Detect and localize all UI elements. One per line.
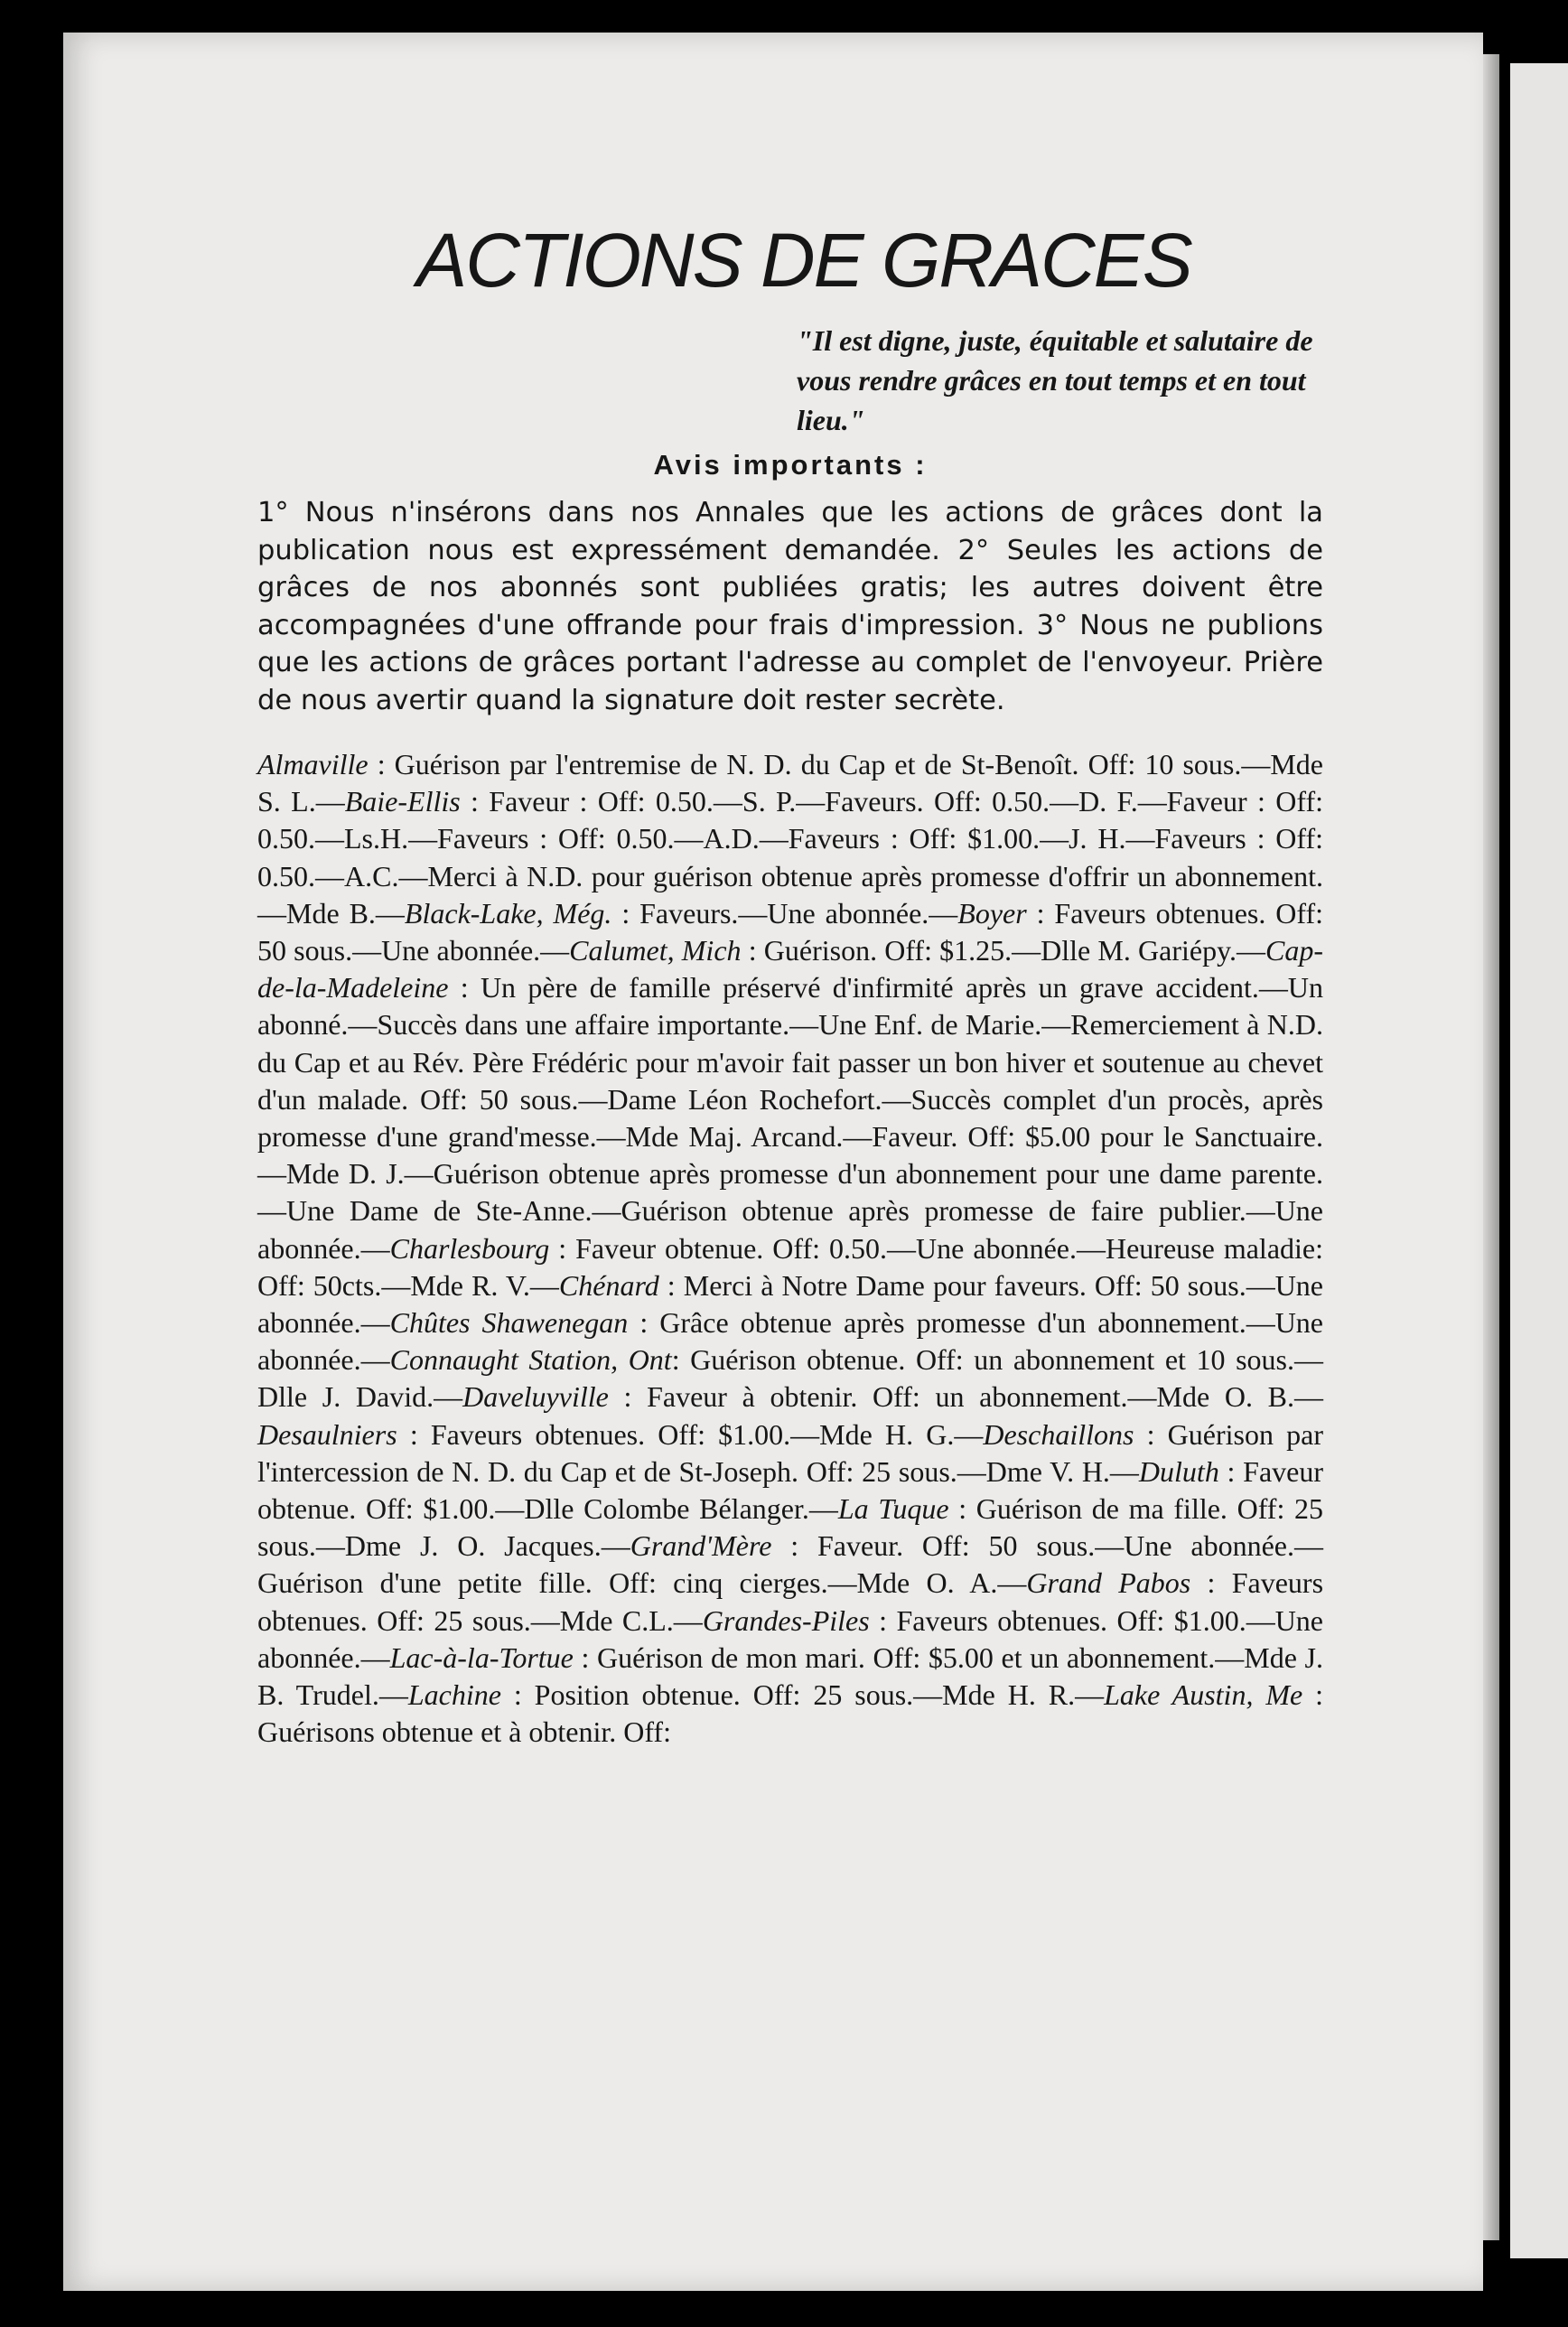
- entry-text: : Faveurs obtenues. Off: $1.00.—Mde H. G.—: [397, 1417, 984, 1451]
- entry-text: : Guérison. Off: $1.25.—Dlle M. Gariépy.—: [741, 934, 1266, 967]
- entry-location: Grandes-Piles: [702, 1603, 870, 1637]
- entry-text: : Faveur obtenue. Off: $1.00.—Dlle Colombe Bélanger.—: [257, 1454, 1323, 1526]
- entry-text: : Un père de famille préservé d'infirmité après un grave accident.—Un abonné.—Succès dans une affaire importante.—Une Enf. de Marie.—Remerciement à N.D. du Cap et au Rév. Père Frédéric pour m'avoir fait passer un bon hiver et soutenue au chevet d'un malade. Off: 50 sous.—Dame Léon Rochefort.—Succès complet d'un procès, après promesse d'une grand'messe.—Mde Maj. Arcand.—Faveur. Off: $5.00 pour le Sanctuaire.—Mde D. J.—Guérison obtenue après promesse d'un abonnement pour une dame parente.—Une Dame de Ste-Anne.—Guérison obtenue après promesse de faire publier.—Une abonnée.—: [257, 971, 1323, 1265]
- thanksgiving-entries: [257, 746, 1323, 1751]
- entry-location: Daveluyville: [462, 1380, 609, 1414]
- entry-text: : Position obtenue. Off: 25 sous.—Mde H. R.—: [500, 1678, 1105, 1712]
- entry-text: : Faveur à obtenir. Off: un abonnement.—Mde O. B.—: [608, 1380, 1324, 1414]
- entry-text: : Grâce obtenue après promesse d'un abonnement.—Une abonnée.—: [257, 1306, 1324, 1377]
- entry-location: Cap-de-la-Madeleine: [257, 934, 1324, 1005]
- entry-text: : Faveurs obtenues. Off: 25 sous.—Mde C.L.—: [257, 1566, 1324, 1637]
- entry-location: Almaville: [257, 748, 369, 780]
- entry-location: Deschaillons: [983, 1417, 1134, 1451]
- entry-location: Charlesbourg: [389, 1231, 550, 1265]
- entry-text: : Faveur obtenue. Off: 0.50.—Une abonnée.—Heureuse maladie: Off: 50cts.—Mde R. V.—: [257, 1231, 1323, 1302]
- entry-location: Lake Austin, Me: [1104, 1678, 1303, 1712]
- entry-text: : Guérison de ma fille. Off: 25 sous.—Dme J. O. Jacques.—: [257, 1492, 1324, 1563]
- page-title: ACTIONS DE GRACES: [416, 218, 1191, 303]
- entry-text: : Merci à Notre Dame pour faveurs. Off: 50 sous.—Une abonnée.—: [257, 1268, 1324, 1340]
- entry-location: La Tuque: [837, 1492, 949, 1526]
- entry-location: Lachine: [407, 1678, 501, 1712]
- entry-location: Black-Lake, Még.: [404, 896, 612, 930]
- entry-location: Calumet, Mich: [569, 934, 742, 967]
- entry-text: : Guérisons obtenue et à obtenir. Off:: [257, 1678, 1324, 1749]
- notice-heading: Avis importants :: [653, 449, 928, 481]
- entry-location: Boyer: [957, 896, 1027, 930]
- notice-text: 1° Nous n'insérons dans nos Annales que les actions de grâces dont la publication nous est expressément demandée. 2° Seules les actions de grâces de nos abonnés sont publiées gratis; les autres doivent être accompagnées d'une offrande pour frais d'impression. 3° Nous ne publions que les actions de grâces portant l'adresse au complet de l'envoyeur. Prière de nous avertir quand la signature doit rester secrète.: [257, 497, 1323, 716]
- entry-location: Desaulniers: [257, 1417, 397, 1451]
- entry-location: Chûtes Shawenegan: [389, 1306, 629, 1340]
- entry-text: : Guérison par l'entremise de N. D. du Cap et de St-Benoît. Off: 10 sous.—Mde S. L.—: [257, 748, 1323, 818]
- entry-location: Connaught Station, Ont: [389, 1343, 672, 1377]
- epigraph: "Il est digne, juste, équitable et salutaire de vous rendre grâces en tout temps et en tout lieu.": [797, 324, 1313, 436]
- page-edge: [1483, 54, 1499, 2240]
- entry-text: : Faveurs obtenues. Off: 50 sous.—Une abonnée.—: [257, 896, 1324, 967]
- entry-location: Duluth: [1138, 1454, 1219, 1488]
- entry-text: : Faveur. Off: 50 sous.—Une abonnée.—Guérison d'une petite fille. Off: cinq cierges.—Mde O. A.—: [257, 1529, 1324, 1600]
- entry-location: Grand Pabos: [1026, 1566, 1191, 1600]
- entry-location: Chénard: [558, 1268, 659, 1302]
- entry-location: Lac-à-la-Tortue: [389, 1640, 574, 1674]
- next-page-margin: [1510, 63, 1568, 2258]
- entry-text: : Guérison de mon mari. Off: $5.00 et un abonnement.—Mde J. B. Trudel.—: [257, 1640, 1323, 1712]
- entry-text: : Guérison obtenue. Off: un abonnement et 10 sous.—Dlle J. David.—: [257, 1343, 1323, 1414]
- entries-paragraph: [257, 746, 1323, 1751]
- entry-text: : Faveurs.—Une abonnée.—: [611, 896, 958, 930]
- page-content: [257, 217, 1323, 1751]
- entry-text: : Faveurs obtenues. Off: $1.00.—Une abonnée.—: [257, 1603, 1324, 1674]
- entry-location: Grand'Mère: [630, 1529, 772, 1563]
- entry-text: : Faveur : Off: 0.50.—S. P.—Faveurs. Off: 0.50.—D. F.—Faveur : Off: 0.50.—Ls.H.—Faveurs : Off: 0.50.—A.D.—Faveurs : Off: $1.00.—J. H.—Faveurs : Off: 0.50.—A.C.—Merci à N.D. pour guérison obtenue après promesse d'offrir un abonnement.—Mde B.—: [257, 785, 1324, 930]
- entry-text: : Guérison par l'intercession de N. D. du Cap et de St-Joseph. Off: 25 sous.—Dme V. H.—: [257, 1417, 1324, 1488]
- entry-location: Baie-Ellis: [344, 785, 461, 818]
